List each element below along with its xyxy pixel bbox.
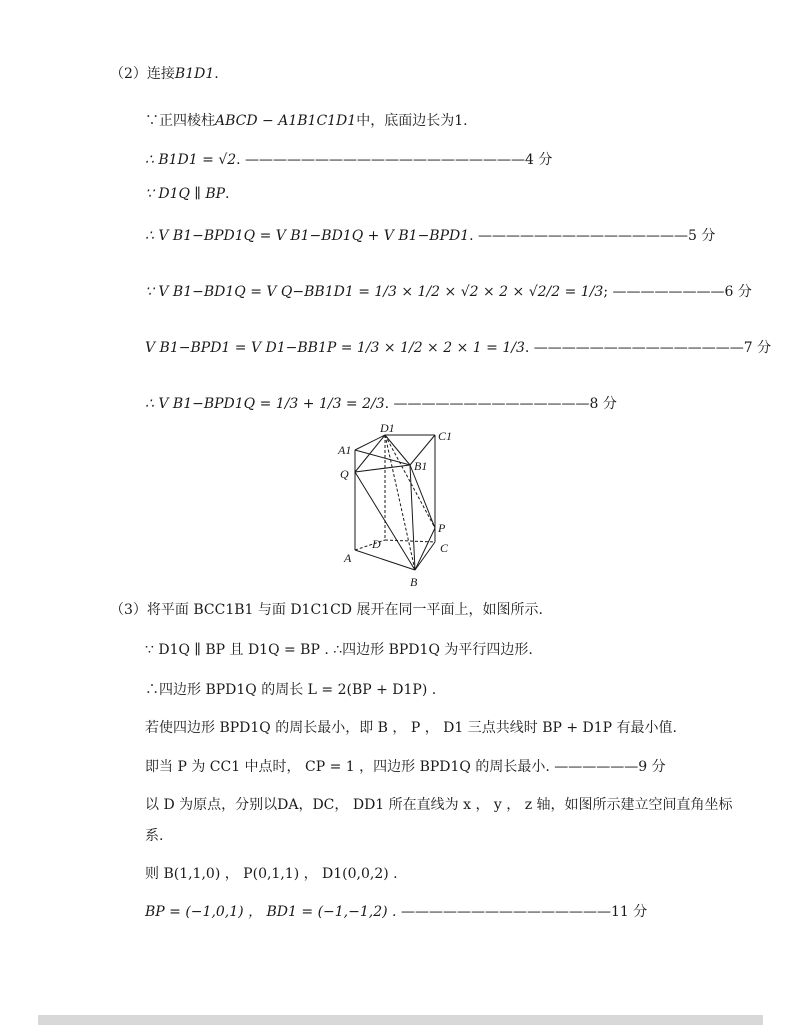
score-mark-8: . ——————————————8 分 (384, 396, 617, 412)
hidden-edge-d1p (385, 435, 435, 528)
label-p: P (438, 521, 446, 535)
label-c: C (440, 541, 449, 555)
part3-line-9 (145, 902, 647, 922)
part3-line-7: 系. (145, 828, 164, 844)
score-mark-9: ——————9 分 (554, 759, 666, 775)
math-volume-total: ∴ V B1−BPD1Q = 1/3 + 1/3 = 2/3 (145, 396, 385, 412)
text: ∵正四棱柱 (145, 113, 215, 129)
label-q: Q (340, 467, 349, 481)
part3-line-2: ∵ D1Q ∥ BP 且 D1Q = BP . ∴四边形 BPD1Q 为平行四边形. (145, 642, 533, 658)
label-c1: C1 (438, 429, 453, 443)
edge-bc (415, 542, 435, 570)
label-a: A (344, 551, 352, 565)
part3-line-8: 则 B(1,1,0) ， P(0,1,1) ， D1(0,0,2) . (145, 866, 398, 882)
hidden-edge-dc (385, 540, 435, 542)
math-prism: ABCD − A1B1C1D1 (215, 113, 357, 129)
score-mark-6: ; ————————6 分 (603, 284, 752, 300)
math-parallel: ∵ D1Q ∥ BP (145, 186, 226, 202)
hidden-edge-d1b (385, 435, 415, 570)
edge-b1b (410, 465, 415, 570)
part2-line-5 (145, 226, 715, 246)
score-mark-5: . ———————————————5 分 (469, 228, 716, 244)
math-volume-sum: ∴ V B1−BPD1Q = V B1−BD1Q + V B1−BPD1 (145, 228, 470, 244)
edge-qd1 (355, 435, 385, 472)
part2-line-6 (145, 282, 752, 302)
part3-line-3: ∴四边形 BPD1Q 的周长 L = 2(BP + D1P) . (145, 682, 437, 698)
math-b1d1: B1D1 (174, 66, 215, 82)
text: 中，底面边长为1. (356, 113, 468, 129)
label-d1: D1 (380, 421, 395, 435)
part2-line-3 (145, 150, 552, 170)
edge-a1d1 (355, 435, 385, 450)
part3-line-6: 以 D 为原点，分别以DA，DC， DD1 所在直线为 x ， y ， z 轴，如图所示建立空间直角坐标 (145, 797, 733, 813)
prism-figure (330, 420, 470, 590)
footer-bar (38, 1015, 763, 1025)
edge-a1b1 (355, 450, 410, 465)
text: 即当 P 为 CC1 中点时， CP = 1 ，四边形 BPD1Q 的周长最小. (145, 759, 550, 775)
math-volume-2: V B1−BPD1 = V D1−BB1P = 1/3 × 1/2 × 2 × 1 = 1/3 (145, 340, 525, 356)
period: . (225, 186, 230, 202)
part2-label: （2）连接 (110, 66, 175, 82)
math-volume-1: ∵ V B1−BD1Q = V Q−BB1D1 = 1/3 × 1/2 × √2 × 2 × √2/2 = 1/3 (145, 284, 604, 300)
label-d: D (372, 537, 381, 551)
label-b1: B1 (414, 459, 428, 473)
label-a1: A1 (338, 443, 352, 457)
label-b: B (410, 575, 418, 589)
part2-line-1 (110, 64, 219, 84)
part2-line-2 (145, 111, 468, 131)
part3-line-5 (145, 757, 666, 777)
period: . (214, 66, 219, 82)
part3-line-4: 若使四边形 BPD1Q 的周长最小，即 B ， P ， D1 三点共线时 BP + D1P 有最小值. (145, 720, 677, 736)
score-mark-11: ———————————————11 分 (400, 904, 648, 920)
score-mark-4: . ————————————————————4 分 (236, 152, 553, 168)
part3-line-1: （3）将平面 BCC1B1 与面 D1C1CD 展开在同一平面上，如图所示. (110, 602, 543, 618)
score-mark-7: . ———————————————7 分 (524, 340, 772, 356)
part2-line-7 (145, 338, 771, 358)
math-vectors: BP = (−1,0,1) ， BD1 = (−1,−1,2) . (145, 904, 397, 920)
edge-b1p (410, 465, 435, 528)
part2-line-8 (145, 394, 617, 414)
part2-line-4 (145, 184, 230, 204)
edge-ab (355, 550, 415, 570)
edge-bp (415, 528, 435, 570)
math-b1d1-value: ∴ B1D1 = √2 (145, 152, 237, 168)
